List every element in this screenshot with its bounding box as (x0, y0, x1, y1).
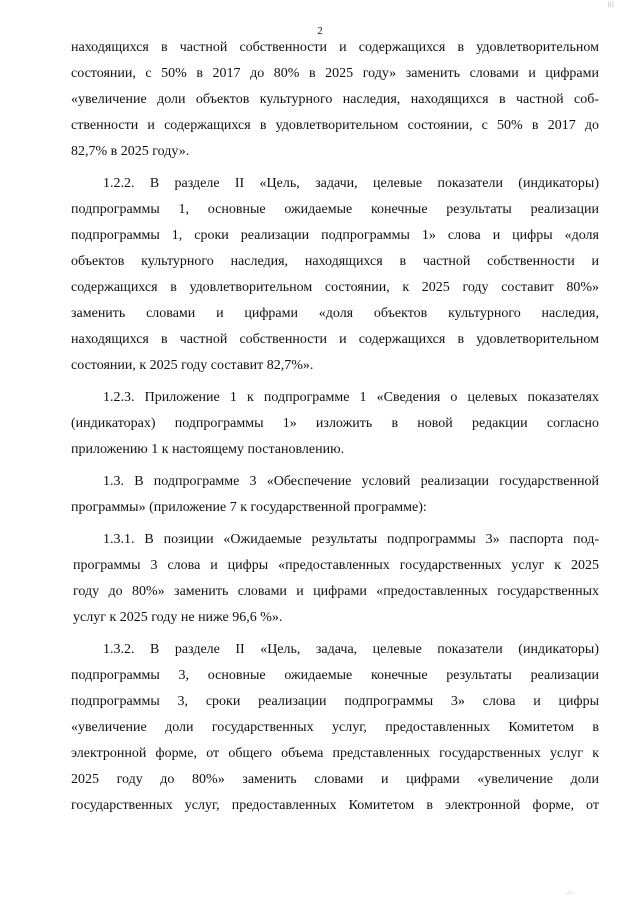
text-line: 1.3. В подпрограмме 3 «Обеспечение условий реализации государственной (103, 474, 599, 489)
paragraph (71, 171, 599, 379)
text-line: состоянии, с 50% в 2017 до 80% в 2025 году» заменить словами и цифрами (71, 66, 599, 81)
text-line: «увеличение доли государственных услуг, предоставленных Комитетом в (71, 720, 599, 735)
text-line: находящихся в частной собственности и содержащихся в удовлетворительном (71, 40, 599, 55)
text-line: (индикаторах) подпрограммы 1» изложить в новой редакции согласно (71, 416, 599, 431)
text-line: подпрограммы 3, сроки реализации подпрограммы 3» слова и цифры (71, 694, 599, 709)
text-line: программы» (приложение 7 к государственной программе): (71, 500, 427, 515)
text-line: году до 80%» заменить словами и цифрами «предоставленных государственных (73, 584, 599, 599)
paragraph (71, 469, 599, 521)
text-line: состоянии, к 2025 году составит 82,7%». (71, 358, 314, 373)
scan-artifact-mark: .:. (566, 890, 574, 896)
paragraph (71, 637, 599, 819)
text-line: программы 3 слова и цифры «предоставленных государственных услуг к 2025 (73, 558, 599, 573)
text-line: подпрограммы 1, основные ожидаемые конечные результаты реализации (71, 202, 599, 217)
document-body (71, 35, 599, 819)
text-line: подпрограммы 1, сроки реализации подпрограммы 1» слова и цифры «доля (71, 228, 599, 243)
text-line: содержащихся в удовлетворительном состоянии, к 2025 году составит 80%» (71, 280, 599, 295)
text-line: 82,7% в 2025 году». (71, 144, 190, 159)
scan-artifact-mark: ||| (608, 2, 615, 8)
text-line: государственных услуг, предоставленных Комитетом в электронной форме, от (71, 798, 599, 813)
page-number: 2 (317, 25, 323, 37)
text-line: «увеличение доли объектов культурного наследия, находящихся в частной соб- (71, 92, 599, 107)
text-line: 2025 году до 80%» заменить словами и цифрами «увеличение доли (71, 772, 599, 787)
text-line: объектов культурного наследия, находящихся в частной собственности и (71, 254, 599, 269)
text-line: заменить словами и цифрами «доля объектов культурного наследия, (71, 306, 599, 321)
text-line: находящихся в частной собственности и содержащихся в удовлетворительном (71, 332, 599, 347)
text-line: 1.2.2. В разделе II «Цель, задачи, целевые показатели (индикаторы) (103, 176, 599, 191)
text-line: электронной форме, от общего объема представленных государственных услуг к (71, 746, 599, 761)
paragraph (71, 385, 599, 463)
text-line: 1.2.3. Приложение 1 к подпрограмме 1 «Сведения о целевых показателях (103, 390, 599, 405)
text-line: услуг к 2025 году не ниже 96,6 %». (73, 610, 283, 625)
paragraph (71, 35, 599, 165)
text-line: подпрограммы 3, основные ожидаемые конечные результаты реализации (71, 668, 599, 683)
paragraph (71, 527, 599, 631)
text-line: ственности и содержащихся в удовлетворительном состоянии, с 50% в 2017 до (71, 118, 599, 133)
text-line: 1.3.2. В разделе II «Цель, задача, целевые показатели (индикаторы) (103, 642, 599, 657)
text-line: приложению 1 к настоящему постановлению. (71, 442, 345, 457)
text-line: 1.3.1. В позиции «Ожидаемые результаты подпрограммы 3» паспорта под- (103, 532, 599, 547)
